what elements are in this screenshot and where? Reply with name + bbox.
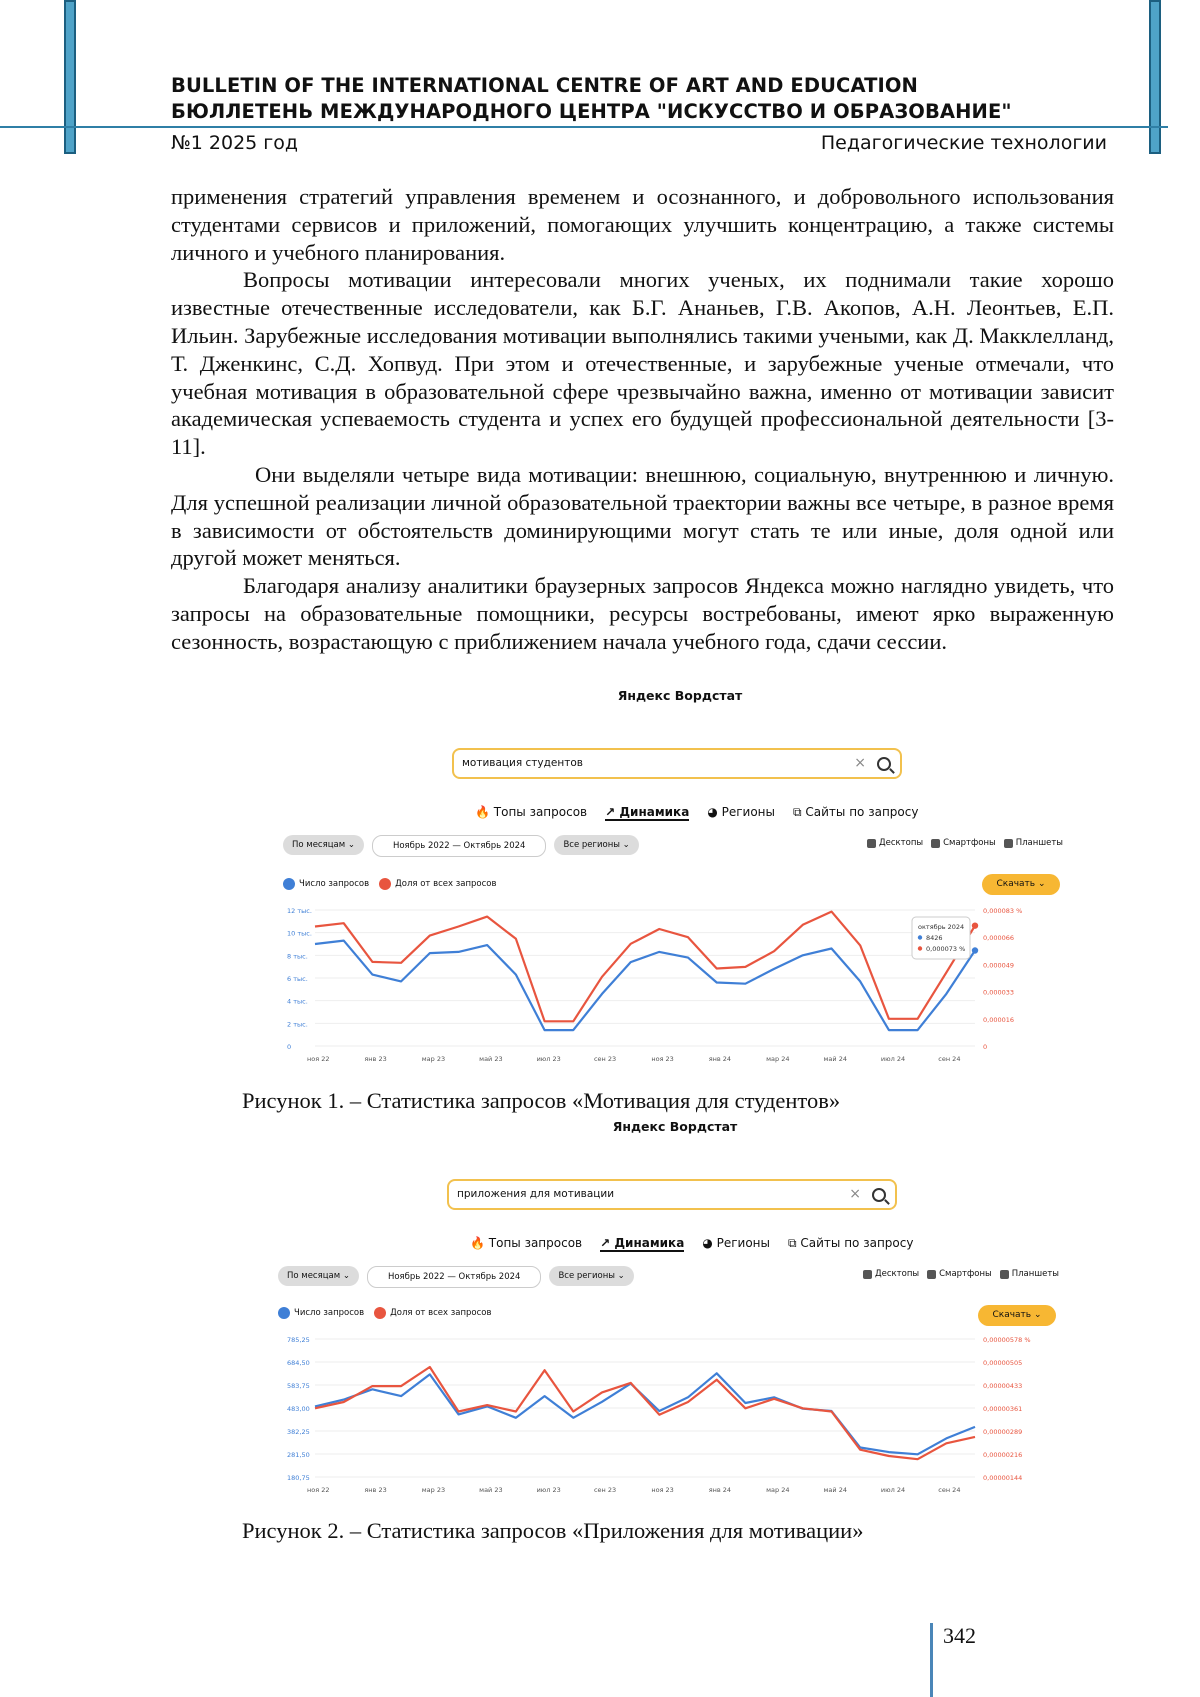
paragraph-2: Вопросы мотивации интересовали многих ученых, их поднимали такие хорошо известные отечественные исследователи, как Б.Г. Ананьев, Г.В. Акопов, А.Н. Леонтьев, Е.П. Ильин. Зарубежные исследования мотивации выполнялись такими учеными, как Д. Макклелланд, Т. Дженкинс, С.Д. Хопвуд. При этом и отечественные, и зарубежные ученые отмечали, что учебная мотивация в образовательной сфере чрезвычайно важна, именно от мотивации зависит академическая успеваемость студента и успех его будущей профессиональной деятельности [3-11].: [171, 267, 1114, 460]
right-axis-tick-label: 0: [983, 1043, 988, 1051]
search-input[interactable]: [452, 748, 902, 779]
left-axis-tick-label: 684,50: [287, 1359, 310, 1367]
x-axis-tick-label: ноя 23: [651, 1486, 674, 1494]
tab-sites[interactable]: ⧉ Сайты по запросу: [788, 1236, 914, 1250]
left-axis-tick-label: 8 тыс.: [287, 952, 308, 961]
tab-dynamics[interactable]: ↗ Динамика: [605, 805, 690, 819]
right-axis-tick-label: 0,000049: [983, 961, 1015, 970]
section-name: Педагогические технологии: [820, 132, 1107, 154]
tabs: [475, 805, 918, 821]
check-icon: [867, 839, 876, 848]
check-icon: [1004, 839, 1013, 848]
period-select[interactable]: Ноябрь 2022 — Октябрь 2024: [372, 835, 546, 857]
wordstat-title: Яндекс Вордстат: [612, 1119, 738, 1134]
filters: [283, 835, 639, 857]
left-axis-tick-label: 10 тыс.: [287, 929, 312, 938]
x-axis-tick-label: ноя 23: [651, 1055, 674, 1063]
left-axis-tick-label: 382,25: [287, 1428, 310, 1436]
search-input[interactable]: [447, 1179, 897, 1210]
region-select[interactable]: Все регионы ⌄: [549, 1266, 633, 1286]
x-axis-tick-label: сен 23: [593, 1055, 617, 1063]
x-axis-tick-label: янв 24: [708, 1486, 732, 1494]
check-icon: [863, 1270, 872, 1279]
check-circle-icon: [278, 1307, 290, 1319]
checkbox-tablet[interactable]: Планшеты: [1000, 1269, 1059, 1279]
x-axis-tick-label: май 24: [823, 1055, 847, 1063]
right-axis-tick-label: 0,000066: [983, 934, 1015, 943]
checkbox-smartphone[interactable]: Смартфоны: [927, 1269, 992, 1279]
right-axis-tick-label: 0,000016: [983, 1015, 1015, 1024]
series-end-point: [972, 947, 978, 953]
tooltip-text: 0,000073 %: [926, 945, 966, 953]
left-axis-tick-label: 4 тыс.: [287, 997, 308, 1006]
header-right-accent-bar: [1149, 0, 1161, 154]
journal-title-ru: БЮЛЛЕТЕНЬ МЕЖДУНАРОДНОГО ЦЕНТРА "ИСКУССТВО И ОБРАЗОВАНИЕ": [171, 100, 1012, 123]
left-axis-tick-label: 483,00: [287, 1405, 310, 1413]
page-number-rule: [930, 1623, 933, 1697]
left-axis-tick-label: 0: [287, 1043, 292, 1051]
paragraph-1: применения стратегий управления временем и осознанного, и добровольного использования студентами сервисов и приложений, помогающих улучшить концентрацию, а также системы личного и учебного планирования.: [171, 184, 1114, 265]
check-icon: [927, 1270, 936, 1279]
tab-regions[interactable]: ◕ Регионы: [707, 805, 775, 819]
x-axis-tick-label: янв 24: [708, 1055, 732, 1063]
tooltip-text: 8426: [926, 934, 943, 942]
figure-2-caption: Рисунок 2. – Статистика запросов «Приложения для мотивации»: [242, 1518, 864, 1543]
chart-legend: [278, 1307, 491, 1319]
right-axis-tick-label: 0,00000505: [983, 1359, 1023, 1367]
left-axis-tick-label: 6 тыс.: [287, 975, 308, 983]
header-rule: [0, 126, 1168, 128]
search-icon[interactable]: [877, 757, 891, 771]
search-query: приложения для мотивации: [457, 1188, 615, 1200]
tooltip-text: октябрь 2024: [918, 923, 965, 931]
left-axis-tick-label: 180,75: [287, 1474, 310, 1482]
page-number: 342: [943, 1623, 976, 1648]
series-line-share: [315, 1367, 975, 1459]
issue-number: №1 2025 год: [171, 132, 299, 154]
checkbox-smartphone[interactable]: Смартфоны: [931, 838, 996, 848]
x-axis-tick-label: мар 23: [421, 1055, 446, 1063]
tab-top-queries[interactable]: 🔥 Топы запросов: [475, 805, 588, 819]
x-axis-tick-label: июл 23: [536, 1486, 561, 1494]
tooltip-dot: [918, 946, 922, 950]
right-axis-tick-label: 0,00000144: [983, 1474, 1023, 1482]
legend-count[interactable]: Число запросов: [283, 878, 369, 890]
series-end-point: [972, 922, 978, 928]
right-axis-tick-label: 0,00000361: [983, 1405, 1023, 1413]
x-axis-tick-label: ноя 22: [307, 1055, 330, 1063]
close-icon[interactable]: ×: [854, 755, 866, 771]
wordstat-title: Яндекс Вордстат: [617, 688, 743, 703]
series-line-share: [315, 912, 975, 1022]
x-axis-tick-label: июл 23: [536, 1055, 561, 1063]
tabs: [470, 1236, 913, 1252]
check-circle-icon: [374, 1307, 386, 1319]
paragraph-4: Благодаря анализу аналитики браузерных запросов Яндекса можно наглядно увидеть, что запросы на образовательные помощники, ресурсы востребованы, имеют ярко выраженную сезонность, возрастающую с приближением начала учебного года, сдачи сессии.: [171, 573, 1114, 654]
legend-share[interactable]: Доля от всех запросов: [379, 878, 496, 890]
journal-title-en: BULLETIN OF THE INTERNATIONAL CENTRE OF ART AND EDUCATION: [171, 74, 918, 97]
x-axis-tick-label: мар 23: [421, 1486, 446, 1494]
chart-tooltip: [912, 917, 970, 959]
legend-share[interactable]: Доля от всех запросов: [374, 1307, 491, 1319]
device-filters: [863, 1269, 1059, 1279]
x-axis-tick-label: мар 24: [766, 1486, 790, 1494]
check-circle-icon: [283, 878, 295, 890]
paragraph-3: Они выделяли четыре вида мотивации: внешнюю, социальную, внутреннюю и личную. Для успешной реализации личной образовательной траектории важны все четыре, в разное время в зависимости от обстоятельств доминирующими могут стать те или иные, доля одной или другой может меняться.: [171, 461, 1114, 571]
check-circle-icon: [379, 878, 391, 890]
download-button[interactable]: Скачать ⌄: [978, 1305, 1056, 1326]
figure-1-wordstat-screenshot: [275, 688, 1085, 1073]
checkbox-desktop[interactable]: Десктопы: [867, 838, 923, 848]
checkbox-tablet[interactable]: Планшеты: [1004, 838, 1063, 848]
region-select[interactable]: Все регионы ⌄: [554, 835, 638, 855]
left-axis-tick-label: 583,75: [287, 1382, 310, 1390]
x-axis-tick-label: июл 24: [880, 1055, 906, 1063]
x-axis-tick-label: ноя 22: [307, 1486, 330, 1494]
left-axis-tick-label: 281,50: [287, 1451, 310, 1459]
figure-2-wordstat-screenshot: [275, 1119, 1085, 1504]
right-axis-tick-label: 0,00000433: [983, 1382, 1023, 1390]
issue-line: [171, 130, 1107, 156]
search-query: мотивация студентов: [462, 757, 583, 769]
search-icon[interactable]: [872, 1188, 886, 1202]
left-axis-tick-label: 785,25: [287, 1336, 310, 1344]
tab-sites[interactable]: ⧉ Сайты по запросу: [793, 805, 919, 819]
chart-1: [275, 896, 1085, 1071]
check-icon: [931, 839, 940, 848]
x-axis-tick-label: мар 24: [766, 1055, 790, 1063]
header-left-accent-bar: [64, 0, 76, 154]
check-icon: [1000, 1270, 1009, 1279]
x-axis-tick-label: сен 24: [938, 1055, 961, 1063]
tab-dynamics[interactable]: ↗ Динамика: [600, 1236, 685, 1250]
period-select[interactable]: Ноябрь 2022 — Октябрь 2024: [367, 1266, 541, 1288]
figure-1-caption: Рисунок 1. – Статистика запросов «Мотивация для студентов»: [242, 1088, 841, 1113]
right-axis-tick-label: 0,00000578 %: [983, 1336, 1031, 1344]
journal-title: [171, 73, 1012, 125]
x-axis-tick-label: янв 23: [364, 1486, 387, 1494]
x-axis-tick-label: сен 24: [938, 1486, 961, 1494]
right-axis-tick-label: 0,00000216: [983, 1451, 1023, 1459]
x-axis-tick-label: сен 23: [593, 1486, 617, 1494]
tab-top-queries[interactable]: 🔥 Топы запросов: [470, 1236, 583, 1250]
checkbox-desktop[interactable]: Десктопы: [863, 1269, 919, 1279]
tooltip-dot: [918, 935, 922, 939]
x-axis-tick-label: июл 24: [880, 1486, 906, 1494]
right-axis-tick-label: 0,000033: [983, 988, 1015, 997]
chart-2: [275, 1327, 1085, 1502]
x-axis-tick-label: май 24: [823, 1486, 847, 1494]
tab-regions[interactable]: ◕ Регионы: [702, 1236, 770, 1250]
right-axis-tick-label: 0,000083 %: [983, 907, 1023, 915]
left-axis-tick-label: 2 тыс.: [287, 1020, 308, 1029]
group-select[interactable]: По месяцам ⌄: [283, 835, 364, 855]
x-axis-tick-label: янв 23: [364, 1055, 387, 1063]
chart-legend: [283, 878, 496, 890]
filters: [278, 1266, 634, 1288]
close-icon[interactable]: ×: [849, 1186, 861, 1202]
download-button[interactable]: Скачать ⌄: [982, 874, 1060, 895]
x-axis-tick-label: май 23: [479, 1055, 503, 1063]
right-axis-tick-label: 0,00000289: [983, 1428, 1023, 1436]
device-filters: [867, 838, 1063, 848]
left-axis-tick-label: 12 тыс.: [287, 907, 312, 915]
x-axis-tick-label: май 23: [479, 1486, 503, 1494]
group-select[interactable]: По месяцам ⌄: [278, 1266, 359, 1286]
legend-count[interactable]: Число запросов: [278, 1307, 364, 1319]
article-body: [171, 183, 1114, 656]
